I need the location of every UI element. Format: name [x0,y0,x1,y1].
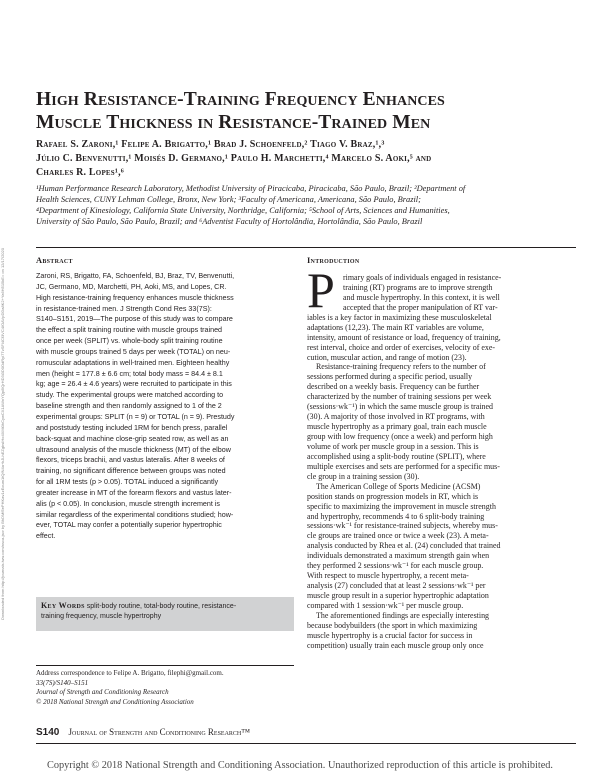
intro-line: they performed 2 sessions·wk⁻¹ for each muscle group. [307,561,484,571]
keywords-line-1: split-body routine, total-body routine, resistance- [86,603,237,610]
abstract-line: experimental groups: SPLIT (n = 9) or TOTAL (n = 9). Prestudy [36,412,235,421]
intro-line: muscle group result in a superior hypertrophic adaptation [307,591,489,601]
intro-line: The aforementioned findings are especially interesting [316,610,490,620]
intro-line: sessions·wk⁻¹ for resistance-trained subjects, whereby mus- [307,521,498,531]
intro-line: analysis (27) concluded that at least 2 sessions·wk⁻¹ per [307,581,486,591]
intro-line: accomplished using a split-body routine (SPLIT), where [307,451,486,461]
intro-first-lines [343,273,574,313]
page-number: S140 [36,727,60,738]
abstract-line: similar regardless of the experimental conditions studied; how- [36,510,234,519]
footer-journal-name: Journal of Strength and Conditioning Research™ [68,727,251,737]
intro-line: muscle hypertrophy as a primary goal, train each muscle [307,422,487,432]
intro-line: described on a weekly basis. Frequency can be further [307,382,480,392]
affiliations [36,184,576,228]
intro-line: accepted that the proper manipulation of RT var- [343,302,498,312]
intro-line: cle groups are trained once or twice a week (23). A meta- [307,531,489,541]
header-divider [36,247,576,248]
abstract-line: effect. [36,532,56,541]
author-line: Júlio C. Benvenutti,¹ Moisés D. Germano,¹ Paulo H. Marchetti,⁴ Marcelo S. Aoki,⁵ and [36,153,432,164]
intro-line: group with low frequency (once a week) and perform high [307,432,493,442]
intro-line: analysis conducted by Rhea et al. (24) concluded that trained [307,541,501,551]
affiliation-line: ⁴Department of Kinesiology, California State University, Northridge, California; ⁵School of Arts, Sciences and Humanities, [36,205,450,215]
intro-line: because bodybuilders (the sport in which maximizing [307,620,478,630]
abstract-line: kg; age = 26.4 ± 4.6 years) were recruited to participate in this [36,380,232,389]
abstract-line: High resistance-training frequency enhances muscle thickness [36,293,234,302]
abstract-line: JC, Germano, MD, Marchetti, PH, Aoki, MS, and Lopes, CR. [36,282,227,291]
correspondence: Address correspondence to Felipe A. Brigatto, filephi@gmail.com. [36,669,224,677]
abstract-line: S140–S151, 2019—The purpose of this study was to compare [36,315,233,324]
intro-line: volume of work per muscle group in a session. This is [307,441,479,451]
drop-cap: P [307,262,335,318]
author-line: Rafael S. Zaroni,¹ Felipe A. Brigatto,¹ Brad J. Schoenfeld,² Tiago V. Braz,¹,³ [36,139,385,150]
abstract-line: alis (p < 0.05). In conclusion, muscle strength increment is [36,499,220,508]
intro-line: rimary goals of individuals engaged in resistance- [343,273,502,282]
footnote-journal: Journal of Strength and Conditioning Research [36,688,169,697]
intro-line: sessions performed during a specific period, usually [307,372,473,382]
intro-line: rest interval, choice and order of exercises, velocity of exe- [307,342,495,352]
author-line: Charles R. Lopes¹,⁶ [36,167,124,178]
intro-line: and hypertrophy, recommends 4 to 6 split-body training [307,511,485,521]
abstract-heading: Abstract [36,256,73,265]
footnote [36,669,294,708]
abstract-line: greater increase in MT of the forearm flexors and vastus later- [36,488,232,497]
intro-line: position stands on progression models in RT, which is [307,491,479,501]
keywords-line-2: training frequency, muscle hypertrophy [41,613,162,620]
intro-line: (sessions·wk⁻¹) in which the same muscle group is trained [307,402,494,412]
abstract-line: Zaroni, RS, Brigatto, FA, Schoenfeld, BJ, Braz, TV, Benvenutti, [36,272,235,280]
keywords-label: Key Words [41,601,85,610]
abstract-line: and poststudy testing included 1RM for bench press, parallel [36,423,228,432]
intro-line: adaptations (12,23). The main RT variables are volume, [307,322,484,332]
affiliation-line: Health Sciences, CUNY Lehman College, Bronx, New York; ³Faculty of Americana, Americana, São Paulo, Brazil; [36,194,421,204]
abstract-text [36,271,294,542]
keywords-box [36,597,294,631]
intro-line: training (RT) programs are to improve strength [343,282,493,292]
intro-line: cution, muscular action, and range of motion (23). [307,352,467,362]
footnote-copyright: © 2018 National Strength and Conditioning Association [36,698,194,707]
intro-line: specific to maximizing the improvement in muscle strength [307,501,496,511]
abstract-line: training, no significant difference between groups was noted [36,467,226,476]
intro-line: competition) usually train each muscle group only once [307,640,484,650]
download-watermark: Downloaded from http://journals.lww.com/nsca-jscr by BhDMf5ePHKav1zEoum1tQfN4a+kJLhEZgbsIHo4XMi0hCywCX1AWnYQp/IlQrHD3i3D0OdRyi7TvSFl4Cf3VC4/OAVpDDa8K2+Ya6H515kE= on 12/17/2020 [0,248,5,620]
abstract-line: in resistance-trained men. J Strength Cond Res 33(7S): [36,304,212,313]
intro-line: intensity, amount of resistance or load, frequency of training, [307,332,501,342]
intro-line: iables is a key factor in maximizing these musculoskeletal [307,312,492,322]
intro-line: (30). A majority of those involved in RT programs, with [307,412,485,422]
intro-line: The American College of Sports Medicine (ACSM) [316,481,481,491]
intro-line: individuals demonstrated a maximum strength gain when [307,551,490,561]
abstract-line: for all 1RM tests (p > 0.05). TOTAL induced a significantly [36,478,219,487]
abstract-line: men (height = 177.8 ± 6.6 cm; total body mass = 84.4 ± 8.1 [36,369,223,378]
title-line-1: High Resistance-Training Frequency Enhances [36,89,445,110]
footnote-divider [36,665,294,666]
article-title [36,88,576,134]
intro-line: multiple exercises and sets are performed for a specific mus- [307,461,500,471]
volume-pages: 33(7S)/S140–S151 [36,678,89,687]
abstract-line: ultrasound analysis of the muscle thickness (MT) of the elbow [36,445,231,454]
introduction-text [307,313,574,651]
abstract-line: flexors, triceps brachii, and vastus lateralis. After 8 weeks of [36,456,225,465]
abstract-line: baseline strength and then randomly assigned to 1 of the 2 [36,402,222,411]
abstract-line: once per week (SPLIT) vs. whole-body split training routine [36,337,223,346]
abstract-line: romuscular adaptations in well-trained men. Eighteen healthy [36,358,230,367]
abstract-line: study. The experimental groups were matched according to [36,391,224,400]
intro-line: and muscle hypertrophy. In this context, it is well [343,292,500,302]
title-line-2: Muscle Thickness in Resistance-Trained Men [36,112,431,133]
abstract-line: with muscle groups trained 5 days per week (TOTAL) on neu- [36,347,231,356]
copyright-banner: Copyright © 2018 National Strength and Conditioning Association. Unauthorized reproduction of this article is prohibited. [46,760,553,771]
affiliation-line: ¹Human Performance Research Laboratory, Methodist University of Piracicaba, Piracicaba, São Paulo, Brazil; ²Department of [36,184,466,193]
intro-line: cle group in a training session (30). [307,471,420,481]
affiliation-line: University of São Paulo, São Paulo, Brazil; and ⁶Adventist Faculty of Hortolândia, Hortolândia, São Paulo, Brazil [36,216,423,226]
footer-divider [36,743,576,744]
introduction-heading: Introduction [307,256,360,265]
intro-line: muscle hypertrophy is a crucial factor for success in [307,630,473,640]
page-footer [36,727,250,738]
author-list [36,138,576,180]
intro-line: Resistance-training frequency refers to the number of [316,362,486,372]
abstract-line: the effect a split training routine with muscle groups trained [36,326,223,335]
abstract-line: ever, TOTAL may confer a potentially superior hypertrophic [36,521,222,530]
intro-line: With respect to muscle hypertrophy, a recent meta- [307,571,469,581]
abstract-line: back-squat and machine close-grip seated row, as well as an [36,434,229,443]
intro-line: characterized by the number of training sessions per week [307,392,492,402]
intro-line: compared with 1 session·wk⁻¹ per muscle group. [307,600,464,610]
